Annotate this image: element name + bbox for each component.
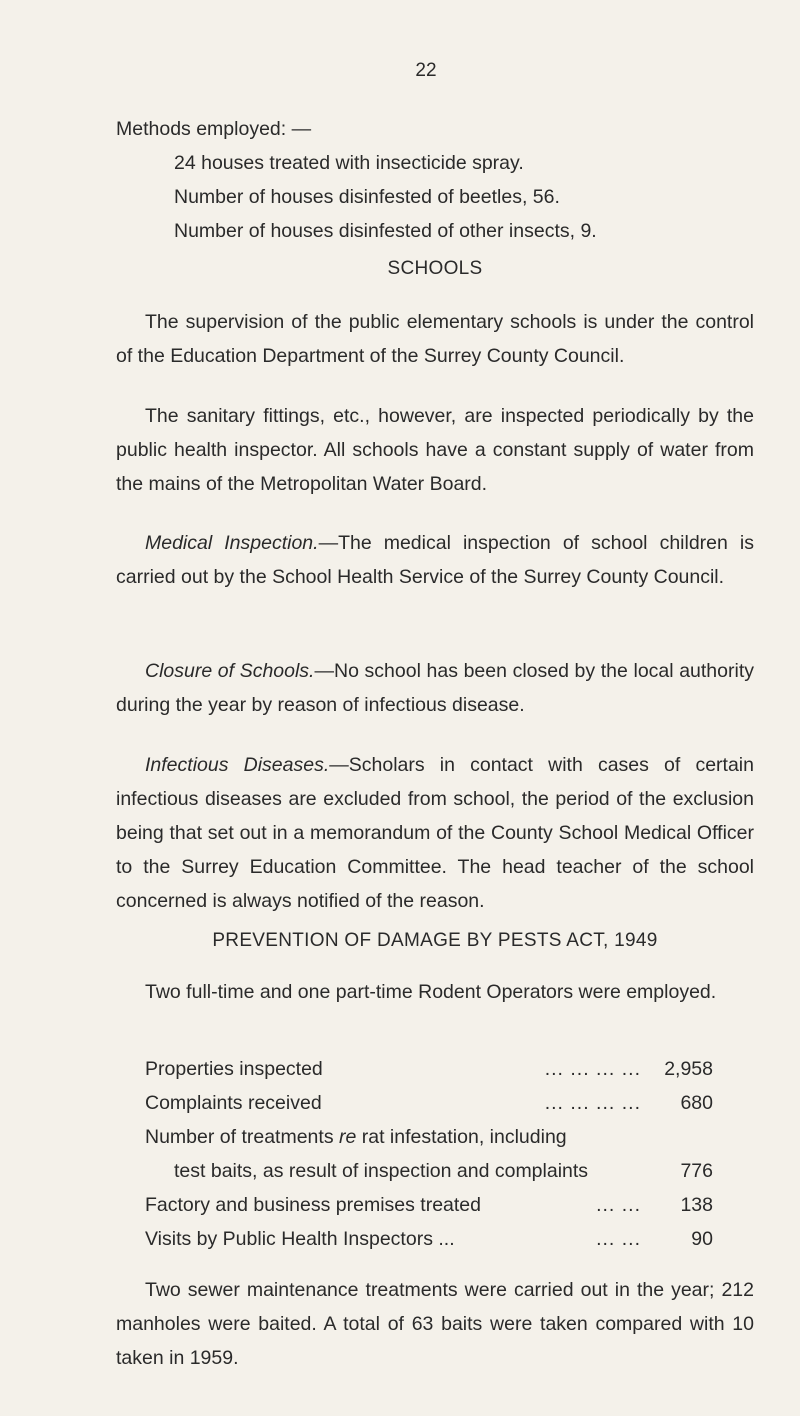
row-value: 680 xyxy=(680,1092,713,1114)
methods-heading: Methods employed: — xyxy=(116,118,312,140)
leader-dots: ... ... ... ... xyxy=(544,1092,641,1114)
schools-heading: SCHOOLS xyxy=(387,258,483,279)
medical-inspection-label: Medical Inspection. xyxy=(145,532,319,554)
pests-intro-paragraph xyxy=(116,975,754,1009)
row-label: Complaints received xyxy=(145,1092,322,1114)
paragraph-text: Two full-time and one part-time Rodent Operators were employed. xyxy=(145,981,717,1003)
table-row xyxy=(145,1086,713,1120)
closure-text: —No school has been closed by the local authority during the year by reason of infectious disease. xyxy=(116,660,754,716)
methods-item: 24 houses treated with insecticide spray. xyxy=(174,152,524,174)
infectious-diseases-label: Infectious Diseases. xyxy=(145,754,330,776)
infectious-diseases-paragraph xyxy=(116,748,754,918)
row-value: 2,958 xyxy=(664,1058,713,1080)
medical-inspection-text: —The medical inspection of school children is carried out by the School Health Service of the Surrey County Council. xyxy=(116,532,755,588)
row-value: 138 xyxy=(680,1194,713,1216)
paragraph-text: Two sewer maintenance treatments were carried out in the year; 212 manholes were baited. A total of 63 baits were taken compared with 10 taken in 1959. xyxy=(116,1279,754,1369)
sewer-treatment-paragraph xyxy=(116,1273,754,1375)
row-label: Visits by Public Health Inspectors ... xyxy=(145,1228,455,1250)
leader-dots: ... ... ... ... xyxy=(544,1058,641,1080)
infectious-diseases-text: —Scholars in contact with cases of certain infectious diseases are excluded from school, the period of the exclusion being that set out in a memorandum of the County School Medical Officer to the Surrey Education Committee. The head teacher of the school concerned is always notified of the reason. xyxy=(116,754,754,912)
row-value: 90 xyxy=(691,1228,713,1250)
row-label: Factory and business premises treated xyxy=(145,1194,481,1216)
table-row xyxy=(145,1120,713,1154)
pests-statistics-table xyxy=(145,1052,713,1256)
paragraph-text: The sanitary fittings, etc., however, are inspected periodically by the public health inspector. All schools have a constant supply of water from the mains of the Metropolitan Water Board. xyxy=(116,405,754,495)
methods-item: Number of houses disinfested of beetles, 56. xyxy=(174,186,560,208)
table-row xyxy=(145,1188,713,1222)
schools-paragraph-sanitary xyxy=(116,399,754,501)
row-label: test baits, as result of inspection and complaints xyxy=(174,1160,589,1182)
methods-section xyxy=(116,112,754,248)
paragraph-text: The supervision of the public elementary schools is under the control of the Education Department of the Surrey County Council. xyxy=(116,311,754,367)
row-label: Properties inspected xyxy=(145,1058,323,1080)
methods-item: Number of houses disinfested of other insects, 9. xyxy=(174,220,597,242)
table-row xyxy=(145,1222,713,1256)
closure-label: Closure of Schools. xyxy=(145,660,315,682)
table-row xyxy=(145,1052,713,1086)
closure-paragraph xyxy=(116,654,754,722)
medical-inspection-paragraph xyxy=(116,526,754,594)
page-number: 22 xyxy=(415,60,437,81)
leader-dots: ... ... xyxy=(596,1228,641,1250)
leader-dots: ... ... xyxy=(596,1194,641,1216)
row-value: 776 xyxy=(680,1160,713,1182)
pests-act-heading: PREVENTION OF DAMAGE BY PESTS ACT, 1949 xyxy=(212,930,658,951)
row-label: Number of treatments re rat infestation, including xyxy=(145,1126,567,1148)
schools-paragraph-supervision xyxy=(116,305,754,373)
table-row xyxy=(145,1154,713,1188)
